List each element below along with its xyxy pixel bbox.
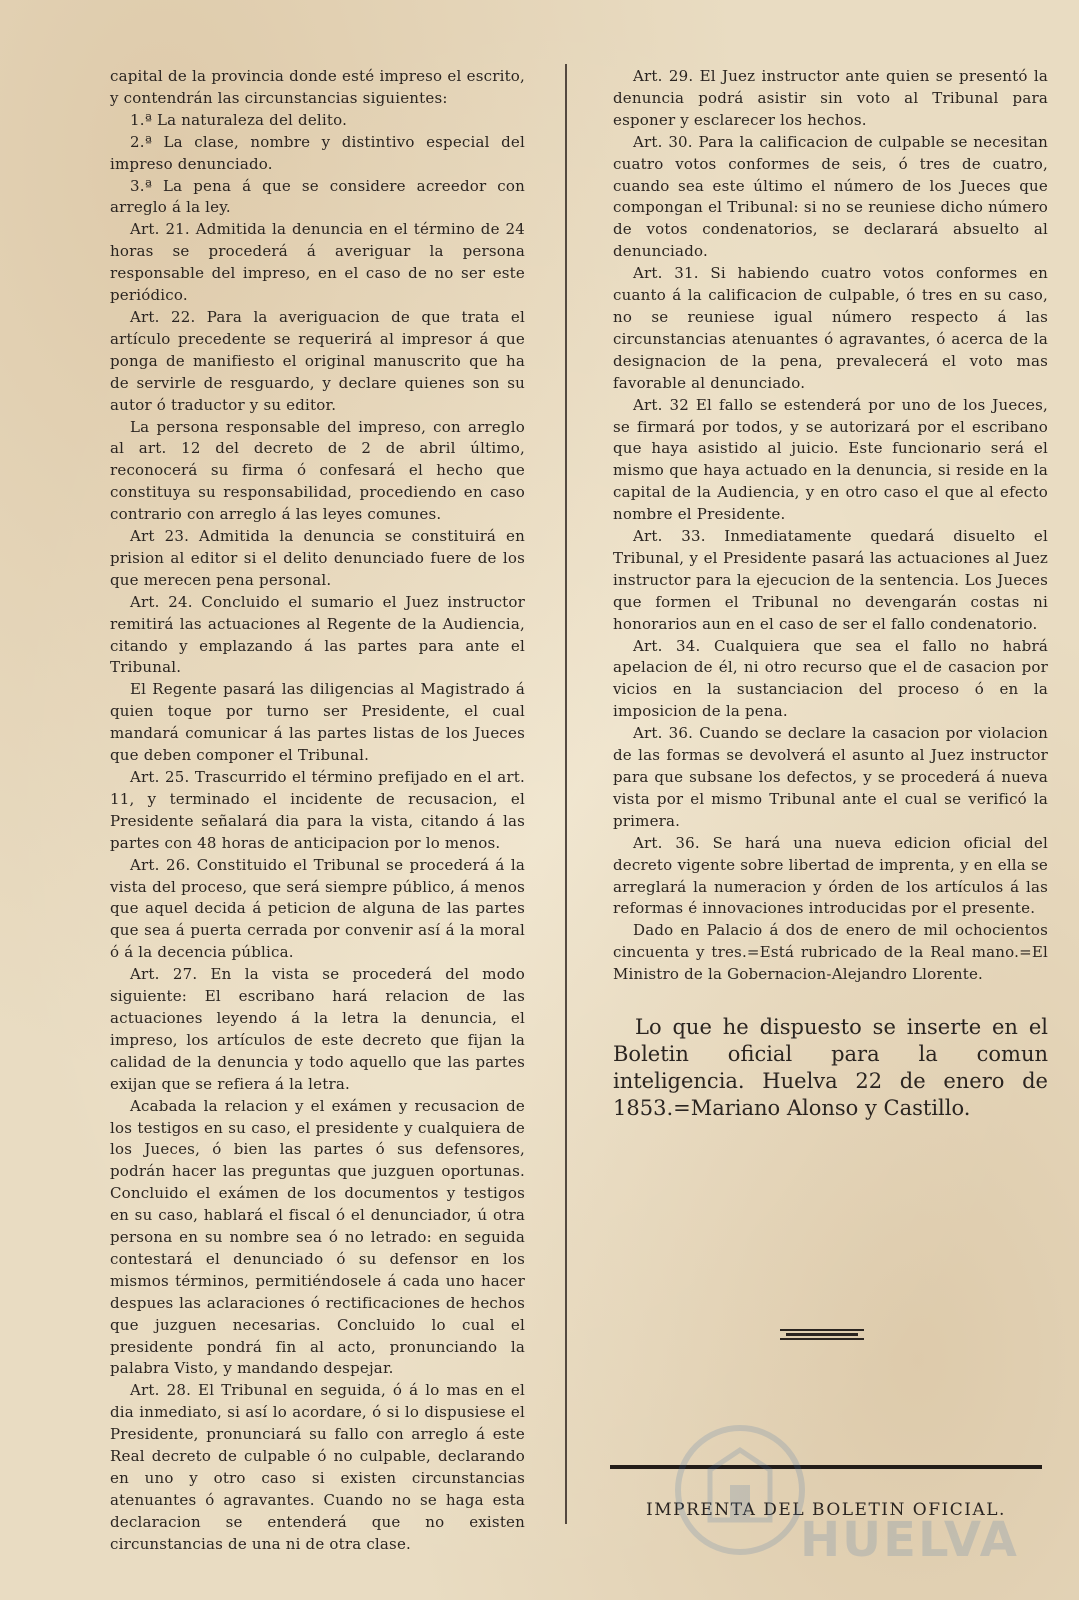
article-paragraph: Art. 33. Inmediatamente quedará disuelto el Tribunal, y el Presidente pasará las actuaciones al Juez instructor para la ejecucion de la sentencia. Los Jueces que formen el Tribunal no devengarán costas ni honorarios aun en el caso de ser el fallo condenatorio. xyxy=(613,527,1048,633)
paragraph: 3.ª La pena á que se considere acreedor con arreglo á la ley. xyxy=(110,176,525,217)
article-paragraph: Art. 34. Cualquiera que sea el fallo no habrá apelacion de él, ni otro recurso que el de casacion por vicios en la sustanciacion del proceso ó en la imposicion de la pena. xyxy=(613,636,1048,721)
article-paragraph: Art. 21. Admitida la denuncia en el término de 24 horas se procederá á averiguar la persona responsable del impreso, en el caso de no ser este periódico. xyxy=(110,220,525,305)
closing-statement: Lo que he dispuesto se inserte en el Boletin oficial para la comun inteligencia. Huelva 22 de enero de 1853.=Mariano Alonso y Castillo. xyxy=(613,1015,1048,1120)
article-paragraph: Art. 27. En la vista se procederá del modo siguiente: El escribano hará relacion de las actuaciones leyendo á la letra la denuncia, el impreso, los artículos de este decreto que fijan la calidad de la denuncia y todo aquello que las partes exijan que se refiera á la letra. xyxy=(110,965,525,1093)
article-paragraph: Art. 22. Para la averiguacion de que trata el artículo precedente se requerirá al impresor á que ponga de manifiesto el original manuscrito que ha de servirle de resguardo, y declare quienes son su autor ó traductor y su editor. xyxy=(110,307,525,414)
article-paragraph: Art. 32 El fallo se estenderá por uno de los Jueces, se firmará por todos, y se autorizará por el escribano que haya asistido al juicio. Este funcionario será el mismo que haya actuado en la denuncia, si reside en la capital de la Audiencia, y en otro caso el que al efecto nombre el Presidente. xyxy=(613,395,1048,524)
article-paragraph: Art. 29. El Juez instructor ante quien se presentó la denuncia podrá asistir sin voto al Tribunal para esponer y esclarecer los hechos. xyxy=(613,67,1048,129)
column-divider xyxy=(565,64,567,1524)
article-paragraph: Art. 24. Concluido el sumario el Juez instructor remitirá las actuaciones al Regente de la Audiencia, citando y emplazando á las partes para ante el Tribunal. xyxy=(110,592,525,677)
article-paragraph: Art. 25. Trascurrido el término prefijado en el art. 11, y terminado el incidente de recusacion, el Presidente señalará dia para la vista, citando á las partes con 48 horas de anticipacion por lo menos. xyxy=(110,768,525,852)
watermark-text: HUELVA xyxy=(800,1512,1019,1568)
paragraph: Acabada la relacion y el exámen y recusacion de los testigos en su caso, el presidente y cualquiera de los Jueces, ó bien las partes ó sus defensores, podrán hacer las preguntas que juzguen oportunas. Concluido el exámen de los documentos y testigos en su caso, hablará el fiscal ó el denunciador, ú otra persona en su nombre sea ó no letrado: en seguida contestará el denunciado ó su defensor en los mismos términos, permitiéndosele á cada uno hacer despues las aclaraciones ó rectificaciones de hechos que juzguen necesarias. Concluido lo cual el presidente pondrá fin al acto, pronunciando la palabra Visto, y mandando despejar. xyxy=(110,1096,525,1378)
signature-paragraph: Dado en Palacio á dos de enero de mil ochocientos cincuenta y tres.=Está rubricado de la Real mano.=El Ministro de la Gobernacion-Alejandro Llorente. xyxy=(613,921,1048,984)
right-column xyxy=(613,66,1048,986)
article-paragraph: Art 23. Admitida la denuncia se constituirá en prision al editor si el delito denunciado fuere de los que merecen pena personal. xyxy=(110,527,525,589)
paragraph: El Regente pasará las diligencias al Magistrado á quien toque por turno ser Presidente, el cual mandará comunicar á las partes listas de los Jueces que deben componer el Tribunal. xyxy=(110,680,525,765)
paragraph: 2.ª La clase, nombre y distintivo especial del impreso denunciado. xyxy=(110,132,525,173)
imprint-line: IMPRENTA DEL BOLETIN OFICIAL. xyxy=(646,1500,1006,1520)
paragraph: 1.ª La naturaleza del delito. xyxy=(130,110,348,129)
left-column xyxy=(110,66,525,1556)
article-paragraph: Art. 36. Se hará una nueva edicion oficial del decreto vigente sobre libertad de imprenta, y en ella se arreglará la numeracion y órden de los artículos á las reformas é innovaciones introducidas por el presente. xyxy=(613,833,1048,918)
article-paragraph: Art. 26. Constituido el Tribunal se procederá á la vista del proceso, que será siempre público, á menos que aquel decida á peticion de alguna de las partes que sea á puerta cerrada por convenir así á la moral ó á la decencia pública. xyxy=(110,855,525,962)
paragraph: La persona responsable del impreso, con arreglo al art. 12 del decreto de 2 de abril último, reconocerá su firma ó confesará el hecho que constituya su responsabilidad, procediendo en caso contrario con arreglo á las leyes comunes. xyxy=(110,417,525,524)
footer-rule xyxy=(610,1465,1042,1469)
crest-icon xyxy=(660,1400,1020,1580)
article-paragraph: Art. 31. Si habiendo cuatro votos conformes en cuanto á la calificacion de culpable, ó tres en su caso, no se reuniese igual número respecto á las circunstancias atenuantes ó agravantes, ó acerca de la designacion de la pena, prevalecerá el voto mas favorable al denunciado. xyxy=(613,264,1048,392)
article-paragraph: Art. 30. Para la calificacion de culpable se necesitan cuatro votos conformes de seis, ó tres de cuatro, cuando sea este último el número de los Jueces que compongan el Tribunal: si no se reuniese dicho número de votos condenatorios, se declarará absuelto al denunciado. xyxy=(613,132,1048,261)
article-paragraph: Art. 28. El Tribunal en seguida, ó á lo mas en el dia inmediato, si así lo acordare, ó si lo dispusiese el Presidente, pronunciará su fallo con arreglo á este Real decreto de culpable ó no culpable, declarando en uno y otro caso si existen circunstancias atenuantes ó agravantes. Cuando no se haga esta declaracion se entenderá que no existen circunstancias de una ni de otra clase. xyxy=(110,1381,525,1553)
article-paragraph: Art. 36. Cuando se declare la casacion por violacion de las formas se devolverá el asunto al Juez instructor para que subsane los defectos, y se procederá á nueva vista por el mismo Tribunal ante el cual se verificó la primera. xyxy=(613,724,1048,830)
watermark xyxy=(660,1400,1020,1580)
ornament-rule xyxy=(780,1327,864,1339)
paragraph: capital de la provincia donde esté impreso el escrito, y contendrán las circunstancias siguientes: xyxy=(110,67,525,107)
